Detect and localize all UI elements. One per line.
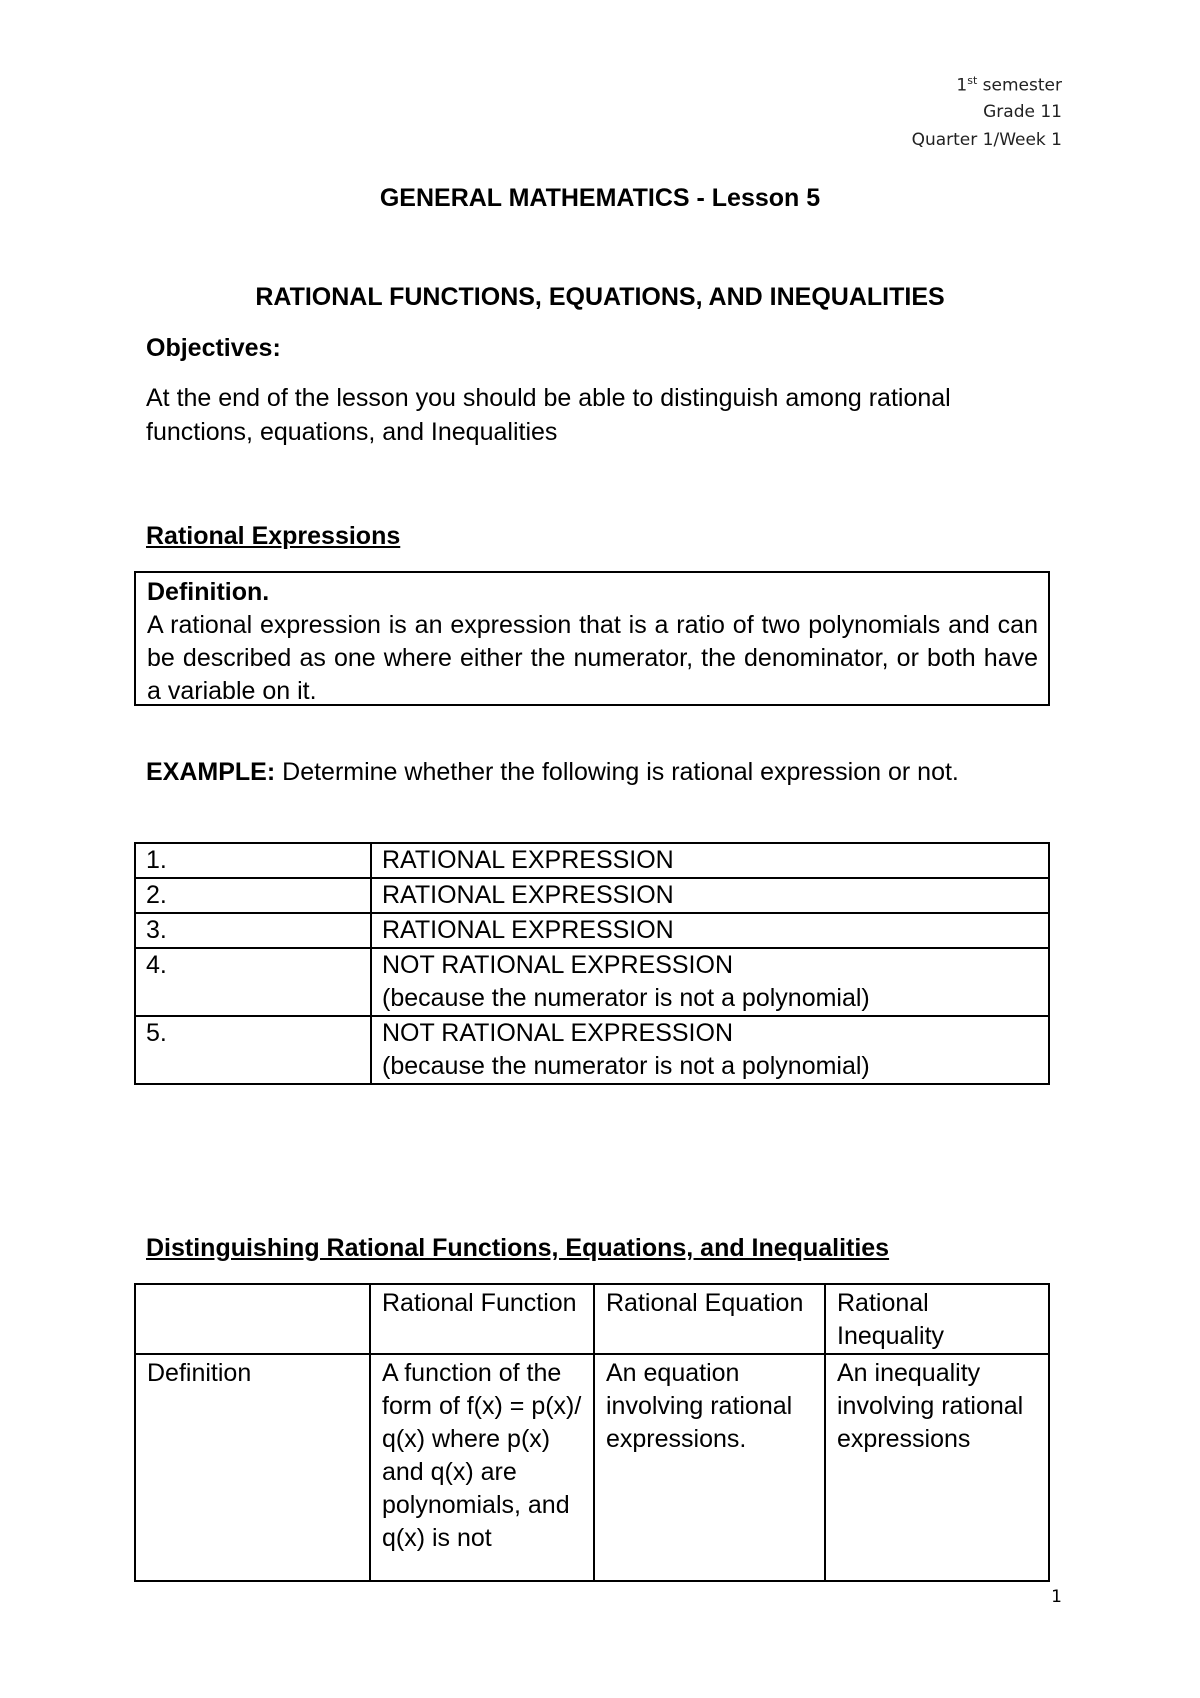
row-number: 5. <box>135 1016 371 1084</box>
column-header-equation: Rational Equation <box>594 1284 825 1354</box>
example-table <box>134 842 1050 1085</box>
row-answer-cell <box>371 948 1049 1016</box>
row-note: (because the numerator is not a polynomial) <box>382 1052 870 1080</box>
row-label-definition: Definition <box>135 1354 370 1581</box>
page-number: 1 <box>1051 1587 1062 1607</box>
definition-box <box>134 571 1050 706</box>
row-number: 3. <box>135 913 371 948</box>
function-definition: A function of the form of f(x) = p(x)/ q(x) where p(x) and q(x) are polynomials, and q(x) is not <box>370 1354 594 1581</box>
table-row <box>135 1354 1049 1581</box>
row-answer: NOT RATIONAL EXPRESSION <box>382 1019 734 1047</box>
equation-definition: An equation involving rational expressions. <box>594 1354 825 1581</box>
table-row <box>135 913 1049 948</box>
row-number: 2. <box>135 878 371 913</box>
row-answer-cell <box>371 1016 1049 1084</box>
quarter-week-label: Quarter 1/Week 1 <box>911 130 1062 150</box>
comparison-table <box>134 1283 1050 1582</box>
objectives-label: Objectives: <box>146 334 281 362</box>
column-header-function: Rational Function <box>370 1284 594 1354</box>
objectives-text: At the end of the lesson you should be able to distinguish among rational functions, equations, and Inequalities <box>146 384 951 446</box>
grade-label: Grade 11 <box>983 102 1062 122</box>
example-prompt <box>146 755 1061 789</box>
table-row <box>135 948 1049 1016</box>
definition-label: Definition. <box>147 578 270 606</box>
table-row <box>135 1016 1049 1084</box>
table-header-row <box>135 1284 1049 1354</box>
row-answer: NOT RATIONAL EXPRESSION <box>382 951 734 979</box>
table-row <box>135 878 1049 913</box>
table-row <box>135 843 1049 878</box>
row-note: (because the numerator is not a polynomial) <box>382 984 870 1012</box>
distinguishing-heading: Distinguishing Rational Functions, Equations, and Inequalities <box>146 1234 890 1262</box>
row-number: 1. <box>135 843 371 878</box>
example-label: EXAMPLE: <box>146 758 276 786</box>
example-text: Determine whether the following is rational expression or not. <box>275 758 959 786</box>
inequality-definition: An inequality involving rational expressions <box>825 1354 1049 1581</box>
definition-text: A rational expression is an expression that is a ratio of two polynomials and can be described as one where either the numerator, the denominator, or both have a variable on it. <box>147 611 1038 705</box>
column-header-blank <box>135 1284 370 1354</box>
lesson-subtitle: RATIONAL FUNCTIONS, EQUATIONS, AND INEQUALITIES <box>255 283 945 311</box>
column-header-inequality: Rational Inequality <box>825 1284 1049 1354</box>
lesson-title: GENERAL MATHEMATICS - Lesson 5 <box>379 184 821 212</box>
row-answer: RATIONAL EXPRESSION <box>371 878 1049 913</box>
row-answer: RATIONAL EXPRESSION <box>371 913 1049 948</box>
rational-expressions-heading: Rational Expressions <box>146 522 401 550</box>
row-number: 4. <box>135 948 371 1016</box>
row-answer: RATIONAL EXPRESSION <box>371 843 1049 878</box>
semester-label: 1st semester <box>956 74 1062 96</box>
